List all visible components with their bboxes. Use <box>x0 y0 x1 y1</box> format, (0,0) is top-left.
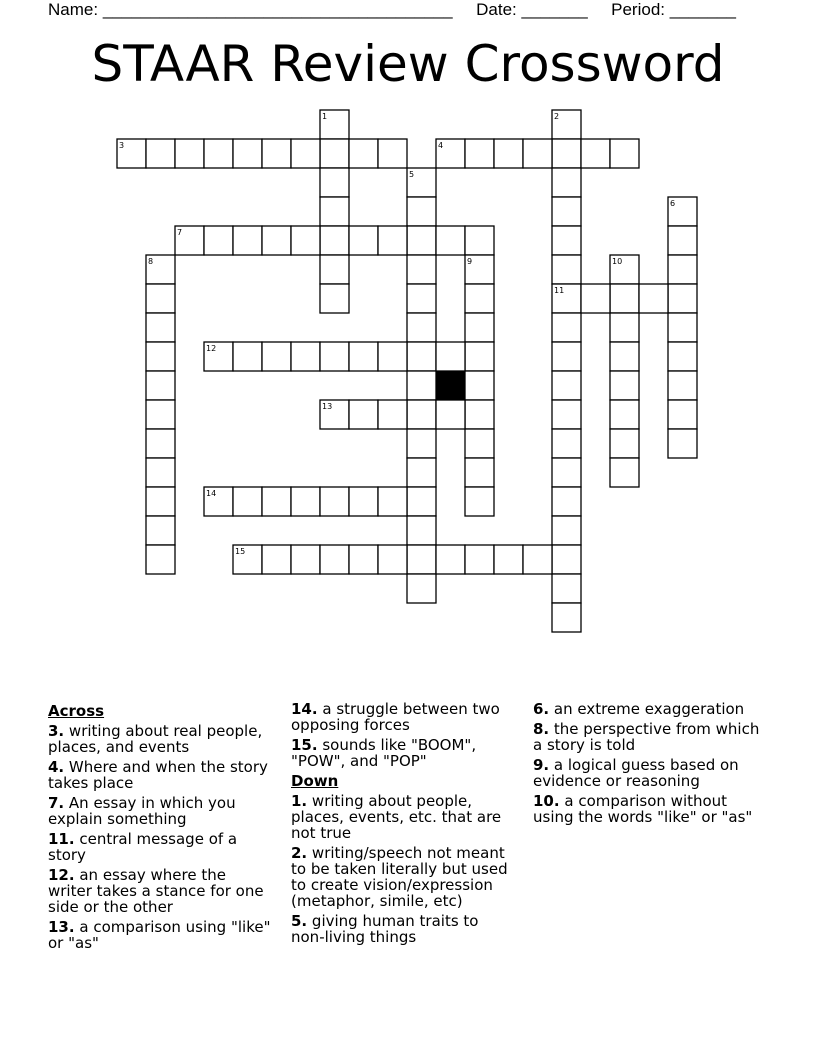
grid-cell[interactable] <box>378 545 407 574</box>
grid-cell[interactable] <box>552 197 581 226</box>
across-heading: Across <box>48 702 105 720</box>
grid-cell[interactable] <box>668 342 697 371</box>
grid-cell[interactable] <box>291 139 320 168</box>
grid-cell[interactable] <box>668 284 697 313</box>
grid-cell[interactable] <box>523 545 552 574</box>
clue-down-10: 10. a comparison without using the words "like" or "as" <box>533 792 753 826</box>
clue-column-2 <box>291 701 516 949</box>
grid-cell[interactable] <box>233 226 262 255</box>
grid-cell[interactable] <box>146 545 175 574</box>
grid-cell[interactable] <box>320 139 349 168</box>
clue-down-9: 9. a logical guess based on evidence or reasoning <box>533 756 739 790</box>
clue-number-label: 10 <box>612 257 623 266</box>
clue-number-label: 5 <box>409 170 415 179</box>
down-heading: Down <box>291 772 339 790</box>
date-label: Date: <box>476 0 517 19</box>
clue-column-3 <box>533 701 763 829</box>
grid-cell[interactable] <box>146 139 175 168</box>
grid-cell[interactable] <box>407 574 436 603</box>
grid-cell[interactable] <box>465 371 494 400</box>
clue-across-14: 14. a struggle between two opposing forces <box>291 700 500 734</box>
grid-cell[interactable] <box>407 400 436 429</box>
grid-cell[interactable] <box>407 516 436 545</box>
grid-cell[interactable] <box>523 139 552 168</box>
grid-cell[interactable] <box>146 458 175 487</box>
grid-cell[interactable] <box>407 313 436 342</box>
grid-cell[interactable] <box>378 226 407 255</box>
grid-cell[interactable] <box>320 168 349 197</box>
grid-cell[interactable] <box>552 371 581 400</box>
grid-cell[interactable] <box>610 458 639 487</box>
grid-cell[interactable] <box>552 139 581 168</box>
grid-cell[interactable] <box>378 342 407 371</box>
grid-cell[interactable] <box>465 139 494 168</box>
grid-cell[interactable] <box>552 342 581 371</box>
grid-cell[interactable] <box>407 487 436 516</box>
grid-cell[interactable] <box>291 545 320 574</box>
grid-cell[interactable] <box>668 400 697 429</box>
grid-cell[interactable] <box>407 458 436 487</box>
grid-cell[interactable] <box>320 255 349 284</box>
grid-cell[interactable] <box>465 226 494 255</box>
grid-cell[interactable] <box>610 342 639 371</box>
clue-number-label: 13 <box>322 402 333 411</box>
grid-cell[interactable] <box>494 139 523 168</box>
clue-across-15: 15. sounds like "BOOM", "POW", and "POP" <box>291 736 477 770</box>
grid-cell[interactable] <box>494 545 523 574</box>
clue-number-label: 2 <box>554 112 560 121</box>
date-blank[interactable]: _______ <box>521 0 588 19</box>
grid-cell[interactable] <box>291 226 320 255</box>
grid-cell[interactable] <box>146 429 175 458</box>
clue-down-1: 1. writing about people, places, events, etc. that are not true <box>291 792 502 842</box>
grid-cell[interactable] <box>407 197 436 226</box>
grid-cell[interactable] <box>262 342 291 371</box>
grid-cell[interactable] <box>581 284 610 313</box>
grid-cell[interactable] <box>146 400 175 429</box>
grid-cell[interactable] <box>407 226 436 255</box>
grid-cell[interactable] <box>465 342 494 371</box>
grid-cell[interactable] <box>262 226 291 255</box>
grid-cell[interactable] <box>291 487 320 516</box>
clue-number-label: 8 <box>148 257 154 266</box>
clue-number-label: 6 <box>670 199 676 208</box>
grid-cell[interactable] <box>465 400 494 429</box>
grid-cell[interactable] <box>233 139 262 168</box>
grid-cell[interactable] <box>581 139 610 168</box>
grid-cell[interactable] <box>552 487 581 516</box>
grid-cell[interactable] <box>320 197 349 226</box>
clue-number-label: 14 <box>206 489 217 498</box>
grid-cell[interactable] <box>349 545 378 574</box>
grid-cell[interactable] <box>233 342 262 371</box>
clue-down-5: 5. giving human traits to non-living things <box>291 912 479 946</box>
grid-cell[interactable] <box>436 400 465 429</box>
clue-across-3: 3. writing about real people, places, and events <box>48 722 263 756</box>
clue-number-label: 7 <box>177 228 183 237</box>
period-label: Period: <box>611 0 666 19</box>
grid-cell[interactable] <box>552 226 581 255</box>
grid-cell[interactable] <box>465 545 494 574</box>
grid-cell[interactable] <box>436 342 465 371</box>
clue-number-label: 4 <box>438 141 444 150</box>
grid-cell[interactable] <box>320 545 349 574</box>
grid-cell[interactable] <box>552 574 581 603</box>
grid-cell[interactable] <box>552 400 581 429</box>
grid-cell[interactable] <box>349 139 378 168</box>
grid-cell[interactable] <box>320 342 349 371</box>
clue-column-1 <box>48 701 273 955</box>
grid-cell[interactable] <box>407 342 436 371</box>
grid-cell[interactable] <box>552 429 581 458</box>
clue-number-label: 9 <box>467 257 473 266</box>
clue-number-label: 15 <box>235 547 246 556</box>
grid-cell[interactable] <box>146 342 175 371</box>
grid-cell[interactable] <box>610 371 639 400</box>
grid-cell[interactable] <box>262 487 291 516</box>
grid-cell[interactable] <box>436 226 465 255</box>
grid-cell[interactable] <box>552 545 581 574</box>
name-blank[interactable]: _____________________________________ <box>102 0 453 19</box>
grid-cell[interactable] <box>552 168 581 197</box>
grid-cell[interactable] <box>436 545 465 574</box>
grid-cell[interactable] <box>407 371 436 400</box>
clue-down-2: 2. writing/speech not meant to be taken literally but used to create vision/expression (metaphor, simile, etc) <box>291 844 508 910</box>
name-label: Name: <box>48 0 99 19</box>
grid-cell[interactable] <box>262 545 291 574</box>
grid-cell[interactable] <box>349 342 378 371</box>
grid-cell[interactable] <box>349 487 378 516</box>
grid-cell[interactable] <box>465 487 494 516</box>
grid-cell[interactable] <box>146 284 175 313</box>
grid-cell[interactable] <box>146 371 175 400</box>
grid-cell[interactable] <box>552 255 581 284</box>
grid-cell[interactable] <box>233 487 262 516</box>
grid-cell[interactable] <box>668 371 697 400</box>
period-blank[interactable]: _______ <box>669 0 736 19</box>
grid-cell[interactable] <box>320 284 349 313</box>
clue-number-label: 1 <box>322 112 328 121</box>
grid-cell[interactable] <box>610 429 639 458</box>
clue-number-label: 3 <box>119 141 125 150</box>
grid-cell[interactable] <box>552 516 581 545</box>
grid-cell[interactable] <box>610 139 639 168</box>
clue-across-11: 11. central message of a story <box>48 830 238 864</box>
grid-cell[interactable] <box>668 226 697 255</box>
grid-cell[interactable] <box>465 313 494 342</box>
grid-cell[interactable] <box>639 284 668 313</box>
grid-cell[interactable] <box>668 313 697 342</box>
grid-cell[interactable] <box>146 487 175 516</box>
grid-cell[interactable] <box>378 487 407 516</box>
grid-cell[interactable] <box>349 400 378 429</box>
grid-cell[interactable] <box>291 342 320 371</box>
grid-cell[interactable] <box>204 226 233 255</box>
grid-cell[interactable] <box>668 255 697 284</box>
grid-cell[interactable] <box>407 545 436 574</box>
grid-cell[interactable] <box>407 429 436 458</box>
clue-number-label: 12 <box>206 344 217 353</box>
clue-number-label: 11 <box>554 286 565 295</box>
clue-across-7: 7. An essay in which you explain something <box>48 794 236 828</box>
grid-cell[interactable] <box>407 284 436 313</box>
grid-cell[interactable] <box>175 139 204 168</box>
black-square <box>436 371 465 400</box>
grid-cell[interactable] <box>610 313 639 342</box>
clue-down-8: 8. the perspective from which a story is told <box>533 720 760 754</box>
grid-cell[interactable] <box>320 226 349 255</box>
grid-cell[interactable] <box>146 516 175 545</box>
grid-cell[interactable] <box>204 139 233 168</box>
clue-across-4: 4. Where and when the story takes place <box>48 758 268 792</box>
grid-cell[interactable] <box>407 255 436 284</box>
clue-across-13: 13. a comparison using "like" or "as" <box>48 918 271 952</box>
page-title: STAAR Review Crossword <box>91 35 725 93</box>
grid-cell[interactable] <box>552 603 581 632</box>
grid-cell[interactable] <box>610 400 639 429</box>
grid-cell[interactable] <box>320 487 349 516</box>
grid-cell[interactable] <box>465 429 494 458</box>
grid-cell[interactable] <box>378 139 407 168</box>
grid-cell[interactable] <box>610 284 639 313</box>
grid-cell[interactable] <box>349 226 378 255</box>
grid-cell[interactable] <box>552 313 581 342</box>
grid-cell[interactable] <box>378 400 407 429</box>
grid-cell[interactable] <box>552 458 581 487</box>
grid-cell[interactable] <box>262 139 291 168</box>
clue-down-6: 6. an extreme exaggeration <box>533 700 745 718</box>
grid-cell[interactable] <box>465 458 494 487</box>
clue-across-12: 12. an essay where the writer takes a stance for one side or the other <box>48 866 264 916</box>
grid-cell[interactable] <box>668 429 697 458</box>
grid-cell[interactable] <box>146 313 175 342</box>
grid-cell[interactable] <box>465 284 494 313</box>
